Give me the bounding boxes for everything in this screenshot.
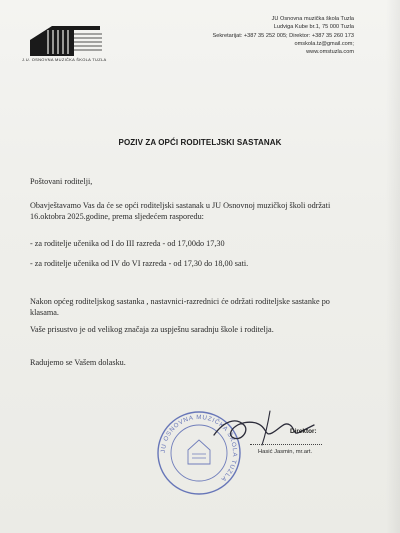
page-edge-shadow <box>386 0 400 533</box>
class-meetings-paragraph: Nakon općeg roditeljskog sastanka , nastavnici-razrednici će održati roditeljske sastanke po klasama. <box>30 297 330 317</box>
greeting: Poštovani roditelji, <box>30 177 93 186</box>
school-website: www.omstuzla.com <box>306 49 354 56</box>
logo-caption: J.U. OSNOVNA MUZIČKA ŠKOLA TUZLA <box>22 57 107 62</box>
school-address: Ludviga Kube br.1, 75 000 Tuzla <box>273 24 354 31</box>
school-name: JU Osnovna muzička škola Tuzla <box>271 16 354 22</box>
schedule-item: - za roditelje učenika od IV do VI razreda - od 17,30 do 18,00 sati. <box>30 259 249 268</box>
director-name: Hasić Jasmin, mr.art. <box>258 449 313 455</box>
intro-paragraph: Obavještavamo Vas da će se opći roditeljski sastanak u JU Osnovnoj muzičkoj školi održati 16.oktobra 2025.godine, prema sljedećem rasporedu: <box>30 201 331 221</box>
school-email: omskola.tz@gmail.com; <box>294 40 354 47</box>
stamp-text: JU OSNOVNA MUZIČKA ŠKOLA TUZLA <box>159 413 239 484</box>
importance-paragraph: Vaše prisustvo je od velikog značaja za uspješnu saradnju škole i roditelja. <box>30 325 274 334</box>
signature-line <box>250 444 322 445</box>
school-phones: Sekretarijat: +387 35 252 005; Direktor: +387 35 260 173 <box>212 32 354 39</box>
school-contact-block <box>213 15 355 56</box>
closing-line: Radujemo se Vašem dolasku. <box>30 358 126 367</box>
schedule-item: - za roditelje učenika od I do III razreda - od 17,00do 17,30 <box>30 239 225 248</box>
director-label: Direktor: <box>290 428 317 435</box>
document-title: POZIV ZA OPĆI RODITELJSKI SASTANAK <box>118 138 282 147</box>
